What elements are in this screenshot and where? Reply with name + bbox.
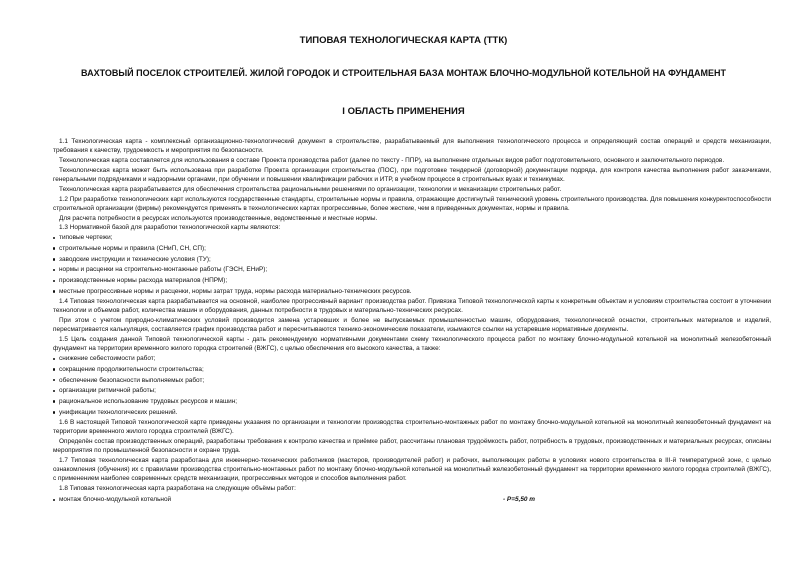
paragraph: Для расчета потребности в ресурсах используются производственные, ведомственные и местные нормы. bbox=[59, 214, 378, 222]
list-item: сокращение продолжительности строительства; bbox=[53, 365, 771, 374]
list-item: строительные нормы и правила (СНиП, СН, СП); bbox=[53, 244, 771, 253]
volume-item: монтаж блочно-модульной котельной bbox=[59, 496, 172, 504]
document-body bbox=[53, 137, 771, 506]
paragraph: Технологическая карта составляется для использования в составе Проекта производства работ (далее по тексту - ППР), на выполнение отдельных видов работ подготовительного, основного и заключительного периодов. bbox=[59, 156, 725, 164]
section-heading: I ОБЛАСТЬ ПРИМЕНЕНИЯ bbox=[342, 106, 465, 117]
volume-value: - P=5,50 т bbox=[503, 496, 536, 504]
paragraph-1-1: 1.1 Технологическая карта - комплексный организационно-технологический документ в строительстве, разрабатываемый для выполнения технологического процесса и определяющий состав операций и средств механизации, требования к качеству, трудоемкость и мероприятия по безопасности. bbox=[53, 138, 771, 155]
paragraph-1-7: 1.7 Типовая технологическая карта разработана для инженерно-технических работников (мастеров, производителей работ) и рабочих, выполняющих работы в условиях нового строительства в III-й температурной зоне, с целью ознакомления (обучения) их с правилами производства строительно-монтажных работ по монтажу блочно-модульной котельной на монолитный железобетонный фундамент на территории временного жилого городка строителей (ВЖГС), с применением наиболее современных средств механизации, прогрессивных методов и способов выполнения работ. bbox=[53, 457, 771, 483]
paragraph-1-8: 1.8 Типовая технологическая карта разработана на следующие объёмы работ: bbox=[59, 485, 296, 493]
paragraph: Технологическая карта может быть использована при разработке Проекта организации строительства (ПОС), при подготовке тендерной (договорной) документации подряда, для контроля качества выполнения работ заказчиками, генеральными подрядчиками и надзорными органами, при обучении и повышении квалификации рабочих и ИТР, в учебном процессе в строительных вузах и техникумах. bbox=[53, 166, 771, 183]
paragraph-1-4: 1.4 Типовая технологическая карта разрабатывается на основной, наиболее прогрессивный вариант производства работ. Привязка Типовой технологической карты к конкретным объектам и условиям строительства состоит в уточнении технологии и объемов работ, количества машин и оборудования, данных потребности в трудовых и материально-технических ресурсах. bbox=[53, 298, 771, 315]
list-item: рациональное использование трудовых ресурсов и машин; bbox=[53, 397, 771, 406]
document-title: ТИПОВАЯ ТЕХНОЛОГИЧЕСКАЯ КАРТА (ТТК) bbox=[299, 35, 508, 46]
paragraph: Технологическая карта разрабатывается для обеспечения строительства рациональными решениями по организации, технологии и механизации строительных работ. bbox=[59, 185, 562, 193]
paragraph: Определён состав производственных операций, разработаны требования к контролю качества и приёмке работ, рассчитаны плановая трудоёмкость работ, потребность в трудовых, производственных и материальных ресурсах, описаны мероприятия по промышленной безопасности и охране труда. bbox=[53, 438, 771, 455]
document-subtitle: ВАХТОВЫЙ ПОСЕЛОК СТРОИТЕЛЕЙ. ЖИЛОЙ ГОРОДОК И СТРОИТЕЛЬНАЯ БАЗА МОНТАЖ БЛОЧНО-МОДУЛЬНОЙ КОТЕЛЬНОЙ НА ФУНДАМЕНТ bbox=[81, 68, 726, 78]
list-item: производственные нормы расхода материалов (НПРМ); bbox=[53, 276, 771, 285]
list-item: унификации технологических решений. bbox=[53, 408, 771, 417]
list-item: местные прогрессивные нормы и расценки, нормы затрат труда, нормы расхода материально-технических ресурсов. bbox=[53, 287, 771, 296]
paragraph-1-5: 1.5 Цель создания данной Типовой технологической карты - дать рекомендуемую нормативными документами схему технологического процесса работ по монтажу блочно-модульной котельной на монолитный железобетонный фундамент на территории временного жилого городка строителей (ВЖГС), с целью обеспечения его высокого качества, а также: bbox=[53, 336, 771, 353]
paragraph-1-2: 1.2 При разработке технологических карт используются государственные стандарты, строительные нормы и правила, отражающие достигнутый технический уровень строительного производства. Для повышения конкурентоспособности строительной организации (фирмы) рекомендуется применять в технологических картах прогрессивные, более жесткие, чем в приведенных документах, нормы и правила. bbox=[53, 195, 771, 212]
list-item: обеспечение безопасности выполняемых работ; bbox=[53, 376, 771, 385]
list-item: типовые чертежи; bbox=[53, 233, 771, 242]
paragraph-1-6: 1.6 В настоящей Типовой технологической карте приведены указания по организации и технологии производства строительно-монтажных работ по монтажу блочно-модульной котельной на монолитный железобетонный фундамент на территории временного жилого городка строителей (ВЖГС). bbox=[53, 419, 771, 436]
paragraph: При этом с учетом природно-климатических условий производится замена устаревших и более не выпускаемых промышленностью машин, оборудования, технологической оснастки, строительных материалов и изделий, пересматривается калькуляция, составляется график производства работ и пересчитываются технико-экономические показатели, изымаются ссылки на устаревшие нормативные документы. bbox=[53, 317, 771, 334]
list-item: организации ритмичной работы; bbox=[53, 386, 771, 395]
list-item: нормы и расценки на строительно-монтажные работы (ГЭСН, ЕНиР); bbox=[53, 265, 771, 274]
volume-row bbox=[53, 495, 771, 504]
paragraph-1-3: 1.3 Нормативной базой для разработки технологической карты являются: bbox=[59, 224, 281, 232]
list-item: снижение себестоимости работ; bbox=[53, 354, 771, 363]
list-item: заводские инструкции и технические условия (ТУ); bbox=[53, 255, 771, 264]
